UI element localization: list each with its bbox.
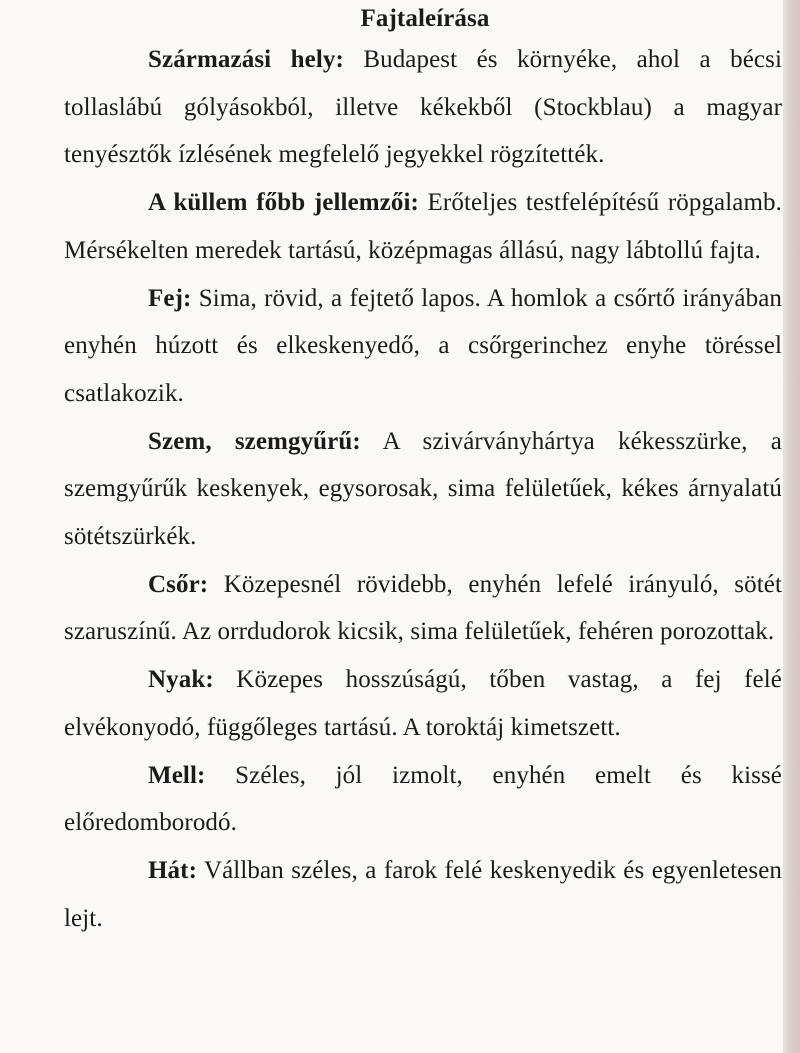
description-eye: A szivárványhártya kékesszürke, a szemgyűrűk keskenyek, egysorosak, sima felületűek, kékes árnyalatú sötétszürkék. <box>64 427 782 551</box>
term-appearance: A küllem főbb jellemzői: <box>148 189 419 217</box>
term-chest: Mell: <box>148 761 206 789</box>
description-chest: Széles, jól izmolt, enyhén emelt és kissé előredomborodó. <box>64 761 782 837</box>
term-eye: Szem, szemgyűrű: <box>148 427 361 455</box>
term-beak: Csőr: <box>148 570 209 598</box>
description-appearance: Erőteljes testfelépítésű röpgalamb. Mérsékelten meredek tartású, középmagas állású, nagy lábtollú fajta. <box>64 189 782 264</box>
term-origin: Származási hely: <box>148 46 344 73</box>
term-back: Hát: <box>148 856 197 884</box>
description-neck: Közepes hosszúságú, tőben vastag, a fej felé elvékonyodó, függőleges tartású. A toroktáj kimetszett. <box>64 666 782 741</box>
term-head: Fej: <box>148 284 192 312</box>
description-beak: Közepesnél rövidebb, enyhén lefelé irányuló, sötét szaruszínű. Az orrdudorok kicsik, sima felületűek, fehéren porozottak. <box>64 570 782 646</box>
paragraph-eye <box>64 418 782 561</box>
paragraph-back <box>64 847 782 942</box>
paragraph-origin <box>64 36 782 179</box>
paragraph-chest <box>64 752 782 847</box>
term-neck: Nyak: <box>148 666 214 694</box>
paragraph-appearance <box>64 179 782 274</box>
page-edge <box>783 0 800 1053</box>
paragraph-beak <box>64 561 782 656</box>
paragraph-neck <box>64 656 782 751</box>
description-origin: Budapest és környéke, ahol a bécsi tollaslábú gólyásokból, illetve kékekből (Stockblau) a magyar tenyésztők ízlésének megfelelő jegyekkel rögzítették. <box>64 46 782 169</box>
document-body <box>64 2 782 942</box>
description-back: Vállban széles, a farok felé keskenyedik és egyenletesen lejt. <box>64 856 782 932</box>
paragraph-head <box>64 275 782 418</box>
page-title: Fajtaleírása <box>360 5 490 32</box>
description-head: Sima, rövid, a fejtető lapos. A homlok a csőrtő irányában enyhén húzott és elkeskenyedő, a csőrgerinchez enyhe töréssel csatlakozik. <box>64 284 782 407</box>
